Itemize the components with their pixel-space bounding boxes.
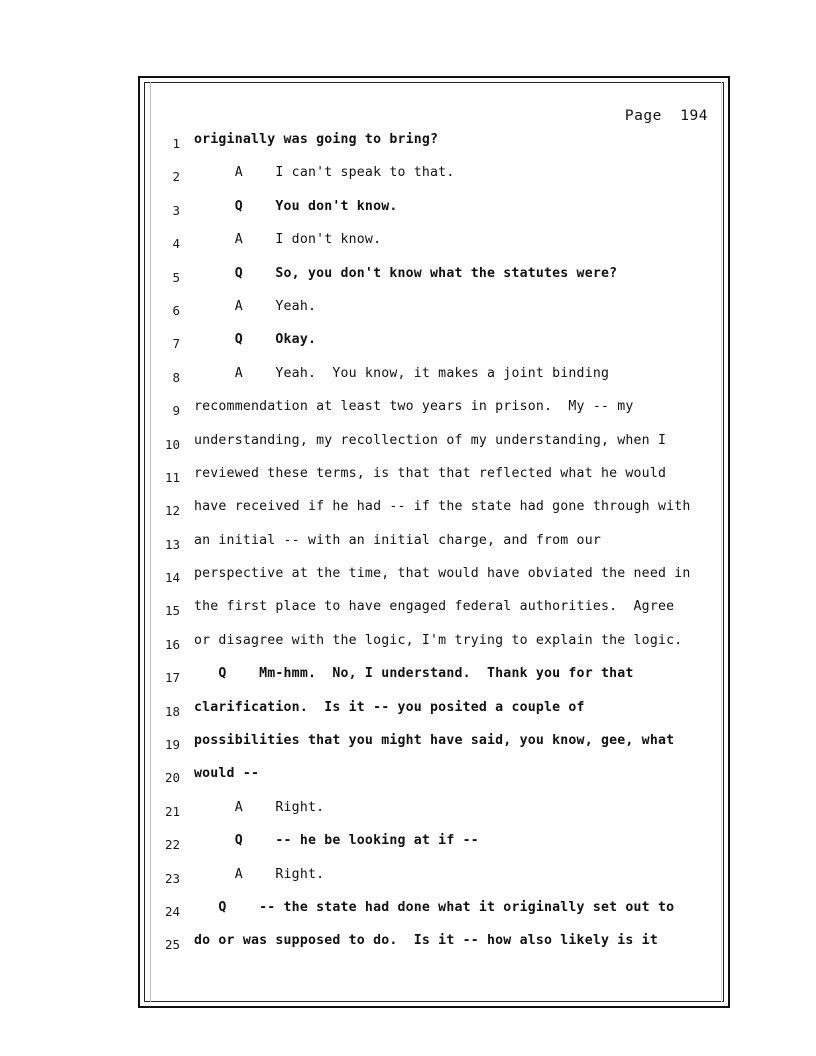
line-text: understanding, my recollection of my understanding, when I: [194, 432, 667, 448]
transcript-line: [140, 197, 728, 230]
transcript-line: [140, 130, 728, 163]
line-text: do or was supposed to do. Is it -- how also likely is it: [194, 933, 658, 949]
transcript-line: [140, 865, 728, 898]
line-number: 12: [164, 503, 180, 519]
line-text: perspective at the time, that would have obviated the need in: [194, 566, 691, 582]
line-number: 1: [172, 136, 180, 151]
line-number: 23: [164, 870, 180, 886]
transcript-line: [140, 297, 728, 330]
line-number: 21: [164, 803, 180, 819]
line-text: A Right.: [194, 799, 325, 815]
line-text: A Yeah.: [194, 298, 317, 314]
transcript-line: [140, 364, 728, 397]
line-number: 20: [164, 770, 180, 786]
line-text: Q -- he be looking at if --: [194, 833, 479, 849]
line-text: Q Okay.: [194, 332, 317, 348]
transcript-line: [140, 731, 728, 764]
line-number: 16: [164, 636, 180, 652]
transcript-line: [140, 431, 728, 464]
transcript-line: [140, 464, 728, 497]
line-text: would --: [194, 766, 260, 782]
line-number: 22: [164, 837, 180, 853]
line-text: A I can't speak to that.: [194, 165, 455, 181]
line-text: recommendation at least two years in prison. My -- my: [194, 399, 634, 415]
line-text: have received if he had -- if the state had gone through with: [194, 499, 691, 515]
transcript-line: [140, 898, 728, 931]
line-text: an initial -- with an initial charge, and from our: [194, 532, 601, 548]
line-text: the first place to have engaged federal authorities. Agree: [194, 599, 675, 615]
transcript-line: [140, 397, 728, 430]
transcript-line: [140, 531, 728, 564]
transcript-line: [140, 764, 728, 797]
line-text: Q So, you don't know what the statutes were?: [194, 265, 618, 281]
line-number: 10: [164, 436, 180, 452]
line-number: 19: [164, 737, 180, 753]
transcript-line: [140, 931, 728, 964]
line-text: clarification. Is it -- you posited a couple of: [194, 699, 585, 715]
line-number: 8: [172, 369, 180, 385]
transcript-line: [140, 497, 728, 530]
line-text: A Right.: [194, 866, 325, 882]
line-number: 18: [164, 703, 180, 719]
transcript-line: [140, 798, 728, 831]
line-number: 25: [164, 937, 180, 953]
line-text: A Yeah. You know, it makes a joint binding: [194, 365, 610, 381]
line-text: Q You don't know.: [194, 198, 398, 214]
line-text: Q -- the state had done what it originally set out to: [194, 899, 675, 915]
transcript-line: [140, 264, 728, 297]
transcript-line: [140, 597, 728, 630]
line-text: Q Mm-hmm. No, I understand. Thank you for that: [194, 666, 634, 682]
line-text: possibilities that you might have said, you know, gee, what: [194, 733, 675, 749]
line-number: 11: [164, 469, 180, 485]
line-number: 2: [172, 169, 180, 185]
line-number: 4: [172, 236, 180, 252]
transcript-frame: [138, 76, 730, 1008]
line-number: 15: [164, 603, 180, 619]
line-text: reviewed these terms, is that that reflected what he would: [194, 465, 667, 481]
line-number: 5: [172, 269, 180, 285]
transcript-line: [140, 564, 728, 597]
line-number: 3: [172, 202, 180, 218]
line-number: 9: [172, 403, 180, 419]
transcript-line: [140, 163, 728, 196]
line-number: 24: [164, 903, 180, 919]
line-text: originally was going to bring?: [194, 132, 439, 147]
transcript-line: [140, 330, 728, 363]
transcript-line: [140, 631, 728, 664]
transcript-lines: [140, 130, 728, 965]
page-number: Page 194: [624, 108, 708, 124]
line-text: A I don't know.: [194, 232, 382, 248]
line-number: 13: [164, 536, 180, 552]
transcript-line: [140, 230, 728, 263]
transcript-line: [140, 664, 728, 697]
line-number: 17: [164, 670, 180, 686]
line-number: 7: [172, 336, 180, 352]
transcript-line: [140, 831, 728, 864]
line-text: or disagree with the logic, I'm trying to explain the logic.: [194, 632, 683, 648]
line-number: 6: [172, 302, 180, 318]
line-number: 14: [164, 570, 180, 586]
transcript-line: [140, 698, 728, 731]
